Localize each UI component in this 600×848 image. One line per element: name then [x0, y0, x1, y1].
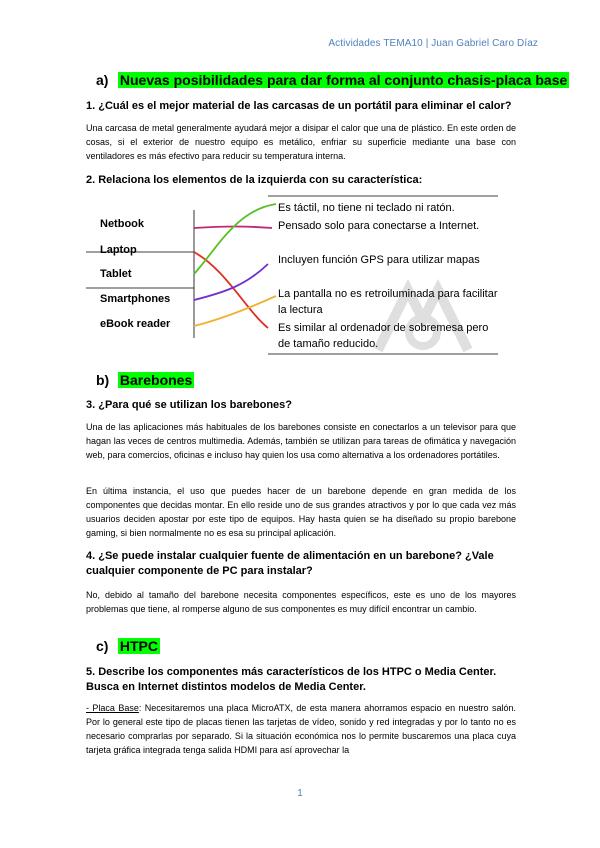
- line-laptop: [194, 252, 268, 328]
- line-smartphones: [194, 264, 268, 300]
- question-5-text: : Necesitaremos una placa MicroATX, de esta manera ahorramos espacio en nuestro salón. Por lo general este tipo de placas tienen las tarjetas de vídeo, sonido y red integradas y por lo tanto no es necesario comprarlas por separado. Si la situación económica nos lo permite buscaremos una placa cuya tarjeta gráfica integrada tenga salida HDMI para así aprovechar la: [86, 703, 516, 755]
- question-5-title: 5. Describe los componentes más característicos de los HTPC o Media Center. Busca en Internet distintos modelos de Media Center.: [86, 666, 497, 693]
- characteristic-sobremesa: Es similar al ordenador de sobremesa pero de tamaño reducido.: [278, 322, 489, 350]
- characteristic-gps: Incluyen función GPS para utilizar mapas: [278, 254, 480, 266]
- label-laptop: Laptop: [100, 244, 137, 256]
- question-3-title: 3. ¿Para qué se utilizan los barebones?: [86, 399, 293, 411]
- page-header: Actividades TEMA10 | Juan Gabriel Caro Díaz: [328, 38, 538, 49]
- question-1-title: 1. ¿Cuál es el mejor material de las carcasas de un portátil para eliminar el calor?: [86, 100, 512, 112]
- section-a-heading: [96, 72, 569, 88]
- section-c-mark: c): [96, 638, 109, 654]
- section-b-mark: b): [96, 372, 110, 388]
- question-2-title: 2. Relaciona los elementos de la izquierda con su característica:: [86, 174, 423, 186]
- line-ebook-reader: [194, 296, 276, 326]
- section-c-title: HTPC: [119, 638, 159, 654]
- section-c-heading: [96, 638, 160, 654]
- section-b-title: Barebones: [119, 372, 193, 388]
- question-5-label: - Placa Base: [86, 703, 139, 713]
- question-4-answer: No, debido al tamaño del barebone necesita componentes específicos, este es uno de los mayores problemas que tiene, al romperse alguno de sus componentes es muy difícil encontrar un cambio.: [86, 590, 516, 614]
- page-number: 1: [297, 788, 303, 799]
- line-tablet: [194, 204, 276, 274]
- characteristic-internet: Pensado solo para conectarse a Internet.: [278, 220, 480, 232]
- label-tablet: Tablet: [100, 268, 132, 280]
- question-1-answer: Una carcasa de metal generalmente ayudará mejor a disipar el calor que una de plástico. En este orden de cosas, si el exterior de nuestro equipo es metálico, enfriar su superficie mediante una base con ventiladores es más efectivo para reducir su temperatura interna.: [86, 123, 516, 161]
- question-3-paragraph-1: Una de las aplicaciones más habituales de los barebones consiste en conectarlos a un televisor para que hagan las veces de centros multimedia. Además, también se utilizan para tareas de ofimática y navegación web, para comercios, oficinas e incluso hay quien los usa como alternativa a los ordenadores portátiles.: [86, 422, 516, 460]
- label-ebook-reader: eBook reader: [100, 318, 171, 330]
- label-netbook: Netbook: [100, 218, 144, 230]
- section-a-title: Nuevas posibilidades para dar forma al conjunto chasis-placa base: [119, 72, 568, 88]
- question-3-paragraph-2: En última instancia, el uso que puedes hacer de un barebone depende en gran medida de los componentes que decidas montar. En ello reside uno de sus grandes atractivos y por lo que cada vez más usuarios deciden apostar por este tipo de equipos. Hay hasta quien se ha diseñado su propio barebone gaming, si bien normalmente no es esa su principal aplicación.: [86, 486, 516, 538]
- question-4-title: 4. ¿Se puede instalar cualquier fuente de alimentación en un barebone? ¿Vale cualquier componente de PC para instalar?: [86, 550, 494, 577]
- watermark-logo-icon: [368, 270, 478, 370]
- section-a-mark: a): [96, 72, 109, 88]
- characteristic-tactil: Es táctil, no tiene ni teclado ni ratón.: [278, 202, 455, 214]
- section-b-heading: [96, 372, 194, 388]
- label-smartphones: Smartphones: [100, 293, 171, 305]
- characteristic-pantalla: La pantalla no es retroiluminada para facilitar la lectura: [278, 288, 498, 316]
- question-5-answer: [86, 701, 516, 757]
